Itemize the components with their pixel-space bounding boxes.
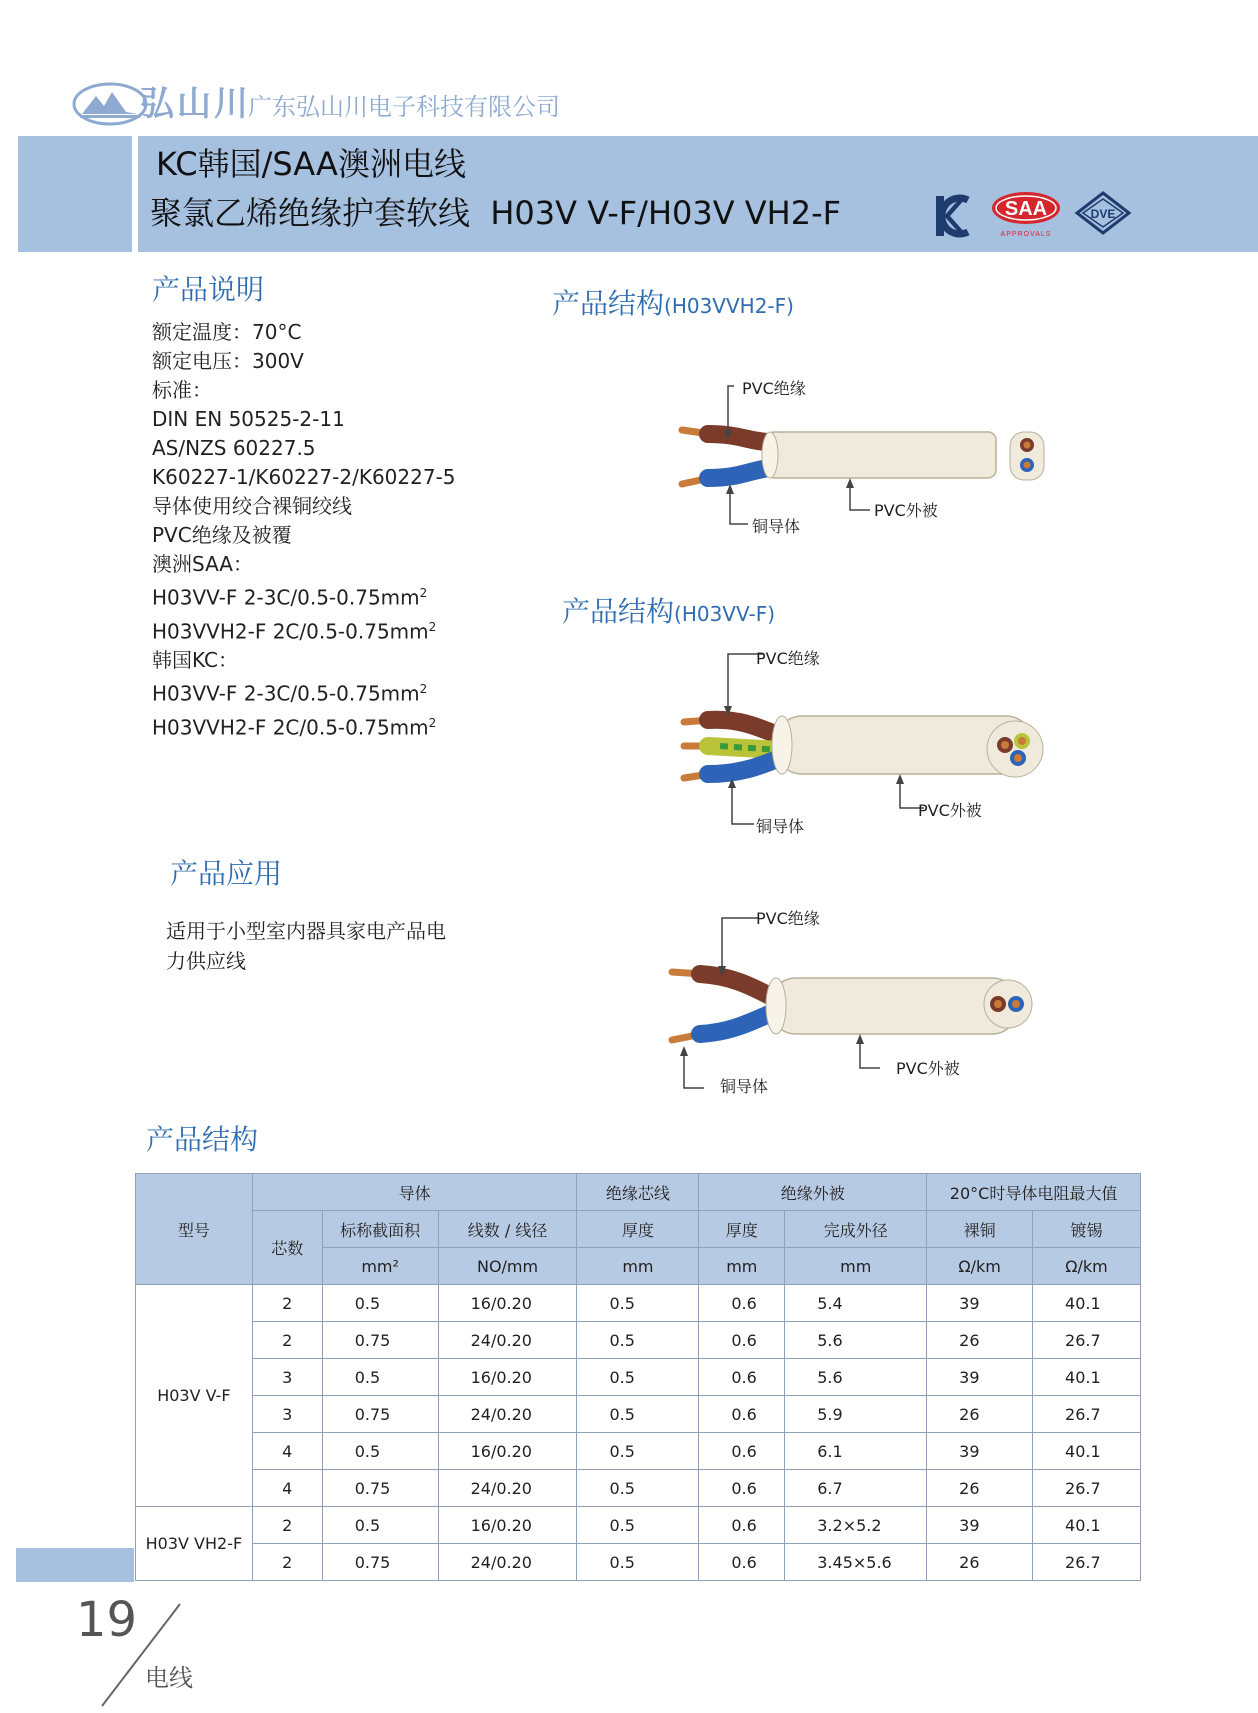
spec-line [152,709,456,743]
footer-section-label: 电线 [145,1664,193,1692]
spec-line [152,579,456,613]
cell-tinned: 26.7 [1033,1544,1141,1581]
cell-bare-copper: 26 [927,1396,1033,1433]
th-cores: 芯数 [252,1211,322,1285]
cell-tinned: 40.1 [1033,1433,1141,1470]
table-row [136,1544,1141,1581]
cell-outer-diameter: 5.6 [785,1322,927,1359]
cell-sheath-thickness: 0.6 [699,1507,785,1544]
th-insulation: 绝缘芯线 [577,1174,699,1211]
label-copper-conductor: 铜导体 [756,817,805,836]
cell-sheath-thickness: 0.6 [699,1359,785,1396]
spec-line: 澳洲SAA： [152,552,253,576]
th-unit: mm [577,1248,699,1285]
table-row [136,1285,1141,1322]
cell-tinned: 26.7 [1033,1322,1141,1359]
label-copper-conductor: 铜导体 [720,1077,769,1096]
structure1-model: (H03VVH2-F) [664,294,794,318]
page-title-line1: KC韩国/SAA澳洲电线 [156,145,466,183]
label-pvc-sheath: PVC外被 [874,501,938,520]
cell-strands: 16/0.20 [438,1433,577,1470]
cell-strands: 24/0.20 [438,1322,577,1359]
spec-sup: 2 [428,619,437,634]
spec-line: PVC绝缘及被覆 [152,523,292,547]
th-sheath-thickness: 厚度 [699,1211,785,1248]
cell-model: H03V VH2-F [136,1507,253,1581]
cell-ins-thickness: 0.5 [577,1359,699,1396]
cell-sheath-thickness: 0.6 [699,1470,785,1507]
label-pvc-insulation: PVC绝缘 [756,909,820,928]
table-row [136,1359,1141,1396]
table-row [136,1396,1141,1433]
table-row [136,1507,1141,1544]
cable-diagram-round-3core [670,646,1050,846]
cell-ins-thickness: 0.5 [577,1285,699,1322]
dve-cert-text: DVE [1090,207,1116,221]
structure2-model: (H03VV-F) [674,602,776,626]
cell-ins-thickness: 0.5 [577,1544,699,1581]
cell-area: 0.5 [322,1507,438,1544]
spec-line: DIN EN 50525-2-11 [152,407,345,431]
cell-sheath-thickness: 0.6 [699,1544,785,1581]
description-list [152,318,456,743]
label-copper-conductor: 铜导体 [752,517,801,536]
cell-sheath-thickness: 0.6 [699,1322,785,1359]
company-logo-icon [72,82,148,126]
spec-text: H03VVH2-F 2C/0.5-0.75mm [152,619,429,644]
spec-text: H03VV-F 2-3C/0.5-0.75mm [152,681,420,706]
cell-sheath-thickness: 0.6 [699,1396,785,1433]
structure2-heading-text: 产品结构 [562,595,675,628]
th-unit: Ω/km [1033,1248,1141,1285]
spec-line: 韩国KC： [152,648,238,673]
cell-cores: 2 [252,1544,322,1581]
table-row [136,1470,1141,1507]
cell-tinned: 40.1 [1033,1359,1141,1396]
label-pvc-insulation: PVC绝缘 [742,379,806,398]
spec-text: H03VVH2-F 2C/0.5-0.75mm [152,715,429,740]
th-outer-diameter: 完成外径 [785,1211,927,1248]
cell-strands: 24/0.20 [438,1544,577,1581]
cell-strands: 16/0.20 [438,1285,577,1322]
spec-line [152,613,456,647]
saa-cert-text: SAA [1004,198,1048,220]
cell-area: 0.75 [322,1322,438,1359]
spec-line: 导体使用绞合裸铜绞线 [152,494,352,518]
table-row [136,1322,1141,1359]
th-unit: NO/mm [438,1248,577,1285]
cell-bare-copper: 26 [927,1470,1033,1507]
cell-outer-diameter: 6.1 [785,1433,927,1470]
cell-outer-diameter: 3.45×5.6 [785,1544,927,1581]
cell-cores: 3 [252,1396,322,1433]
spec-table [135,1173,1141,1581]
cell-bare-copper: 39 [927,1433,1033,1470]
cell-strands: 24/0.20 [438,1470,577,1507]
cell-ins-thickness: 0.5 [577,1470,699,1507]
cell-ins-thickness: 0.5 [577,1322,699,1359]
cell-area: 0.75 [322,1470,438,1507]
application-heading: 产品应用 [170,857,283,890]
cable-diagram-flat-2core [670,372,1050,542]
cell-area: 0.75 [322,1544,438,1581]
label-pvc-insulation: PVC绝缘 [756,649,820,668]
th-area: 标称截面积 [322,1211,438,1248]
footer-slash-divider [96,1600,186,1710]
spec-line [152,675,456,709]
th-ins-thickness: 厚度 [577,1211,699,1248]
spec-sup: 2 [419,586,428,600]
cell-bare-copper: 26 [927,1322,1033,1359]
application-text: 适用于小型室内器具家电产品电力供应线 [166,919,446,973]
saa-cert-subtext: APPROVALS [1000,231,1052,238]
th-sheath: 绝缘外被 [699,1174,927,1211]
th-resistance: 20°C时导体电阻最大值 [927,1174,1141,1211]
dve-cert-icon [1074,190,1132,236]
cell-cores: 2 [252,1285,322,1322]
brand-name: 弘山川 [140,84,251,124]
th-strands: 线数 / 线径 [438,1211,577,1248]
cell-tinned: 40.1 [1033,1285,1141,1322]
spec-line: 额定温度：70°C [152,320,302,344]
th-unit: mm [785,1248,927,1285]
th-unit: Ω/km [927,1248,1033,1285]
th-unit: mm [699,1248,785,1285]
cell-bare-copper: 39 [927,1507,1033,1544]
spec-line: AS/NZS 60227.5 [152,436,316,460]
cell-bare-copper: 39 [927,1285,1033,1322]
cell-tinned: 26.7 [1033,1396,1141,1433]
cell-strands: 24/0.20 [438,1396,577,1433]
page-number: 19 [76,1592,138,1648]
cell-outer-diameter: 3.2×5.2 [785,1507,927,1544]
cell-cores: 4 [252,1433,322,1470]
cell-bare-copper: 26 [927,1544,1033,1581]
th-model: 型号 [136,1174,253,1285]
cell-bare-copper: 39 [927,1359,1033,1396]
cable-diagram-round-2core [664,902,1044,1102]
cell-area: 0.5 [322,1433,438,1470]
cell-strands: 16/0.20 [438,1507,577,1544]
description-heading: 产品说明 [152,273,265,306]
spec-line: 额定电压：300V [152,349,304,373]
cell-ins-thickness: 0.5 [577,1507,699,1544]
cell-tinned: 26.7 [1033,1470,1141,1507]
footer-bar [16,1548,134,1582]
cell-outer-diameter: 5.4 [785,1285,927,1322]
cell-sheath-thickness: 0.6 [699,1285,785,1322]
cell-ins-thickness: 0.5 [577,1396,699,1433]
company-name: 广东弘山川电子科技有限公司 [248,93,560,121]
label-pvc-sheath: PVC外被 [896,1059,960,1078]
spec-sup: 2 [419,682,428,697]
cell-outer-diameter: 5.9 [785,1396,927,1433]
cell-tinned: 40.1 [1033,1507,1141,1544]
title-band-left [18,136,132,252]
cell-model: H03V V-F [136,1285,253,1507]
spec-sup: 2 [428,715,437,730]
cell-outer-diameter: 5.6 [785,1359,927,1396]
cell-cores: 2 [252,1507,322,1544]
cell-area: 0.5 [322,1359,438,1396]
spec-line: K60227-1/K60227-2/K60227-5 [152,465,456,489]
label-pvc-sheath: PVC外被 [918,801,982,820]
cell-ins-thickness: 0.5 [577,1433,699,1470]
spec-text: H03VV-F 2-3C/0.5-0.75mm [152,585,420,610]
cell-area: 0.75 [322,1396,438,1433]
kc-cert-icon [934,192,970,240]
th-unit: mm² [322,1248,438,1285]
cell-cores: 4 [252,1470,322,1507]
table-heading: 产品结构 [146,1123,259,1156]
table-row [136,1433,1141,1470]
th-bare-copper: 裸铜 [927,1211,1033,1248]
cell-cores: 2 [252,1322,322,1359]
cell-outer-diameter: 6.7 [785,1470,927,1507]
cell-strands: 16/0.20 [438,1359,577,1396]
cell-area: 0.5 [322,1285,438,1322]
saa-cert-icon [988,188,1064,240]
cell-cores: 3 [252,1359,322,1396]
cell-sheath-thickness: 0.6 [699,1433,785,1470]
th-conductor: 导体 [252,1174,577,1211]
th-tinned: 镀锡 [1033,1211,1141,1248]
structure2-heading [562,592,775,634]
spec-line: 标准： [152,378,212,402]
page-title-line2: 聚氯乙烯绝缘护套软线 H03V V-F/H03V VH2-F [150,194,842,232]
structure1-heading [552,284,794,326]
structure1-heading-text: 产品结构 [552,287,665,320]
